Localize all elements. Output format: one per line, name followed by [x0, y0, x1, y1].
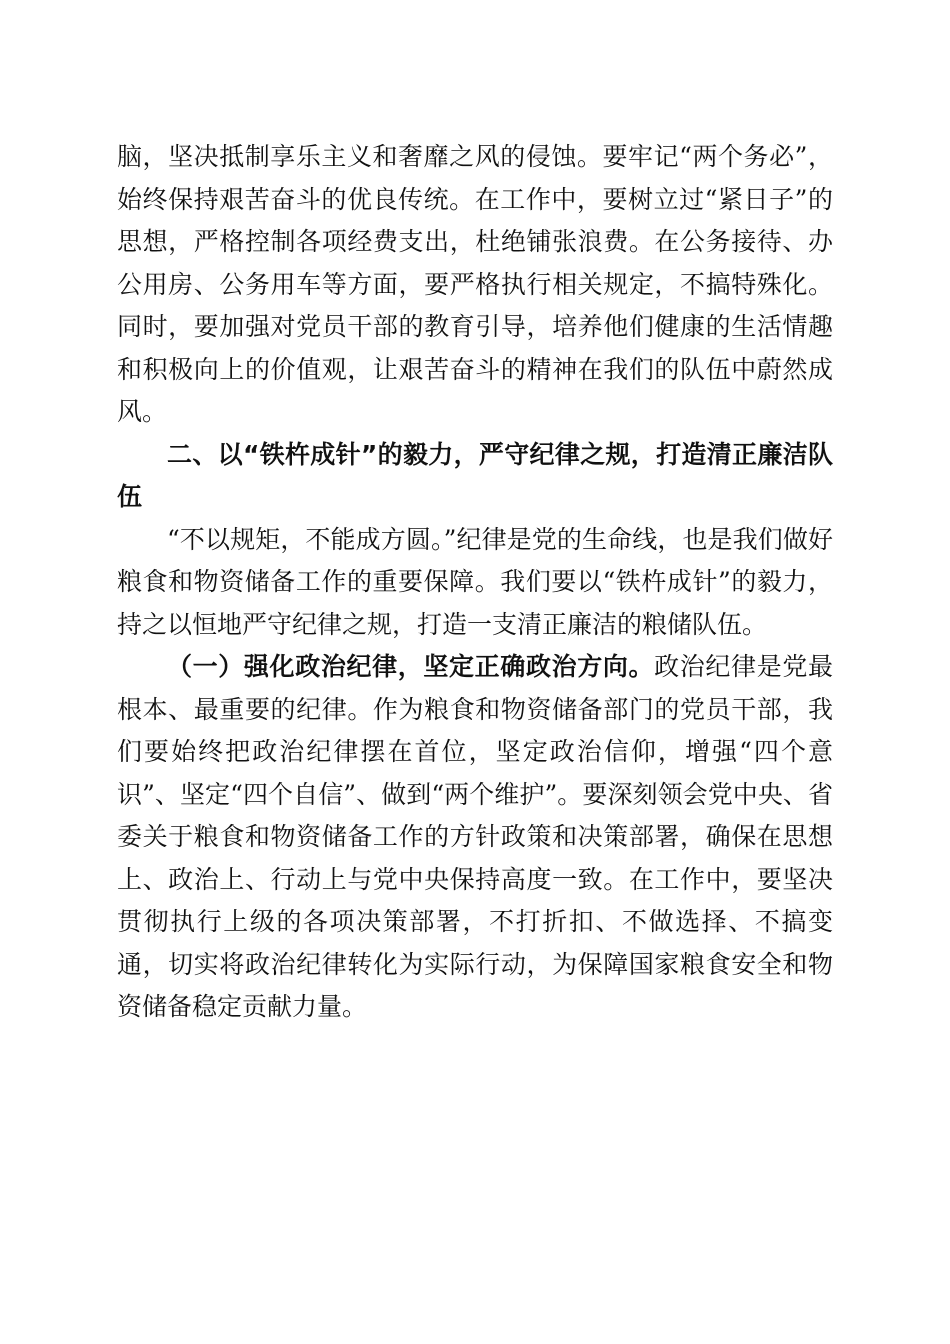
- paragraph-discipline-intro: “不以规矩，不能成方圆。”纪律是党的生命线，也是我们做好粮食和物资储备工作的重要保障。我们要以“铁杵成针”的毅力，持之以恒地严守纪律之规，打造一支清正廉洁的粮储队伍。: [117, 524, 833, 639]
- paragraph-continuation: 脑，坚决抵制享乐主义和奢靡之风的侵蚀。要牢记“两个务必”，始终保持艰苦奋斗的优良传统。在工作中，要树立过“紧日子”的思想，严格控制各项经费支出，杜绝铺张浪费。在公务接待、办公用房、公务用车等方面，要严格执行相关规定，不搞特殊化。同时，要加强对党员干部的教育引导，培养他们健康的生活情趣和积极向上的价值观，让艰苦奋斗的精神在我们的队伍中蔚然成风。: [117, 142, 833, 426]
- section-heading: 二、以“铁杵成针”的毅力，严守纪律之规，打造清正廉洁队伍: [117, 439, 833, 511]
- document-body: [117, 136, 833, 1029]
- subsection-body: 政治纪律是党最根本、最重要的纪律。作为粮食和物资储备部门的党员干部，我们要始终把政治纪律摆在首位，坚定政治信仰，增强“四个意识”、坚定“四个自信”、做到“两个维护”。要深刻领会党中央、省委关于粮食和物资储备工作的方针政策和决策部署，确保在思想上、政治上、行动上与党中央保持高度一致。在工作中，要坚决贯彻执行上级的各项决策部署，不打折扣、不做选择、不搞变通，切实将政治纪律转化为实际行动，为保障国家粮食安全和物资储备稳定贡献力量。: [117, 652, 833, 1021]
- subsection-lead: （一）强化政治纪律，坚定正确政治方向。: [167, 652, 655, 681]
- paragraph-political-discipline: [117, 646, 833, 1029]
